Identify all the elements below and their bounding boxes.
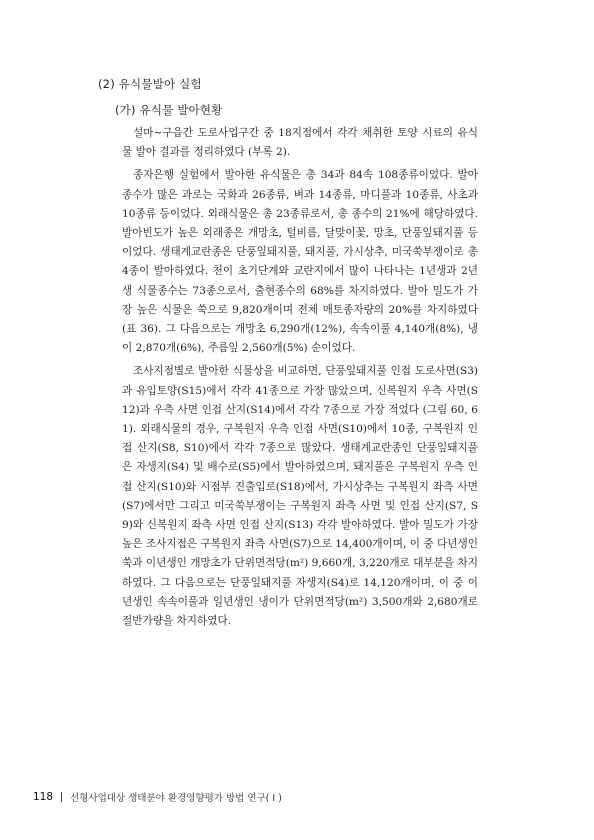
footer-divider bbox=[61, 792, 62, 802]
paragraph-site-comparison: 조사지점별로 발아한 식물상을 비교하면, 단풍잎돼지풀 인접 도로사면(S3)과 유입토양(S15)에서 각각 41종으로 가장 많았으며, 신복원지 우측 사면(S12)과 우측 사면 인접 산지(S14)에서 각각 7종으로 가장 적었다 (그림 60, 61). 외래식물의 경우, 구복원지 우측 인접 사면(S10)에서 10종, 구복원지 인접 산지(S8, S10)에서 각각 7종으로 많았다. 생태계교란종인 단풍잎돼지풀은 자생지(S4) 및 배수로(S5)에서 발아하였으며, 돼지풀은 구복원지 우측 인접 산지(S10)와 시점부 진출입로(S18)에서, 가시상추는 구복원지 좌측 사면(S7)에서만 그리고 미국쑥부쟁이는 구복원지 좌측 사면 및 인접 산지(S7, S9)와 신복원지 좌측 사면 인접 산지(S13) 각각 발아하였다. 발아 밀도가 가장 높은 조사지점은 구복원지 좌측 사면(S7)으로 14,400개이며, 이 중 다년생인 쑥과 이년생인 개망초가 단위면적당(m²) 9,660개, 3,220개로 대부분을 차지하였다. 그 다음으로는 단풍잎돼지풀 자생지(S4)로 14,120개이며, 이 중 이년생인 속속이풀과 일년생인 냉이가 단위면적당(m²) 3,500개와 2,680개로 절반가량을 차지하였다. bbox=[122, 365, 478, 628]
subsection-heading: (가) 유식물 발아현황 bbox=[115, 103, 223, 117]
body-text bbox=[122, 124, 478, 635]
paragraph-germination-summary: 종자은행 실험에서 발아한 유식물은 총 34과 84속 108종류이었다. 발아 종수가 많은 과로는 국화과 26종류, 벼과 14종류, 마디풀과 10종류, 사초과 10종류 등이었다. 외래식물은 총 23종류로서, 총 종수의 21%에 해당하였다. 발아빈도가 높은 외래종은 개망초, 털비름, 달맞이꽃, 망초, 단풍잎돼지풀 등이었다. 생태계교란종은 단풍잎돼지풀, 돼지풀, 가시상추, 미국쑥부쟁이로 총 4종이 발아하였다. 천이 초기단계와 교란지에서 많이 나타나는 1년생과 2년생 식물종수는 73종으로서, 출현종수의 68%를 차지하였다. 발아 밀도가 가장 높은 식물은 쑥으로 9,820개이며 전체 매토종자량의 20%를 차지하였다 (표 36). 그 다음으로는 개망초 6,290개(12%), 속속이풀 4,140개(8%), 냉이 2,870개(6%), 주름잎 2,560개(5%) 순이었다. bbox=[122, 169, 478, 355]
footer-title: 선형사업대상 생태분야 환경영향평가 방법 연구( I ) bbox=[70, 793, 282, 804]
paragraph-intro: 설마~구읍간 도로사업구간 중 18지점에서 각각 채취한 토양 시료의 유식물 발아 결과를 정리하였다 (부록 2). bbox=[122, 127, 478, 159]
section-heading: (2) 유식물발아 실험 bbox=[98, 77, 202, 91]
page-number: 118 bbox=[33, 791, 54, 803]
page-footer bbox=[33, 790, 282, 804]
